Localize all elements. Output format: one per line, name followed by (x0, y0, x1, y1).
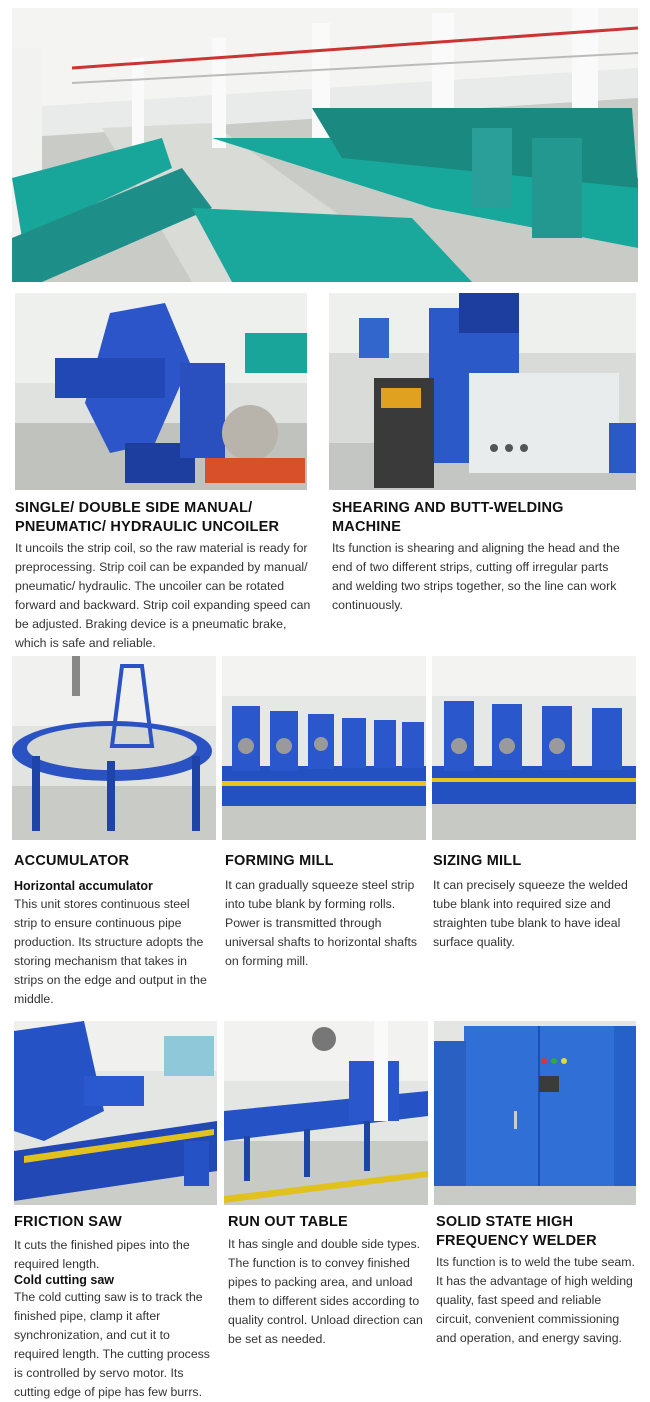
cold-cutting-saw-subtitle: Cold cutting saw (14, 1273, 114, 1287)
friction-saw-title: FRICTION SAW (14, 1214, 122, 1230)
accumulator-description: This unit stores continuous steel strip to ensure continuous pipe production. Its structure adopts the storing mechanism that takes in strips on the edge and output in the middle. (14, 897, 207, 1006)
sizing-mill-title: SIZING MILL (433, 853, 522, 869)
run-out-table-photo (224, 1021, 428, 1205)
hf-welder-description: Its function is to weld the tube seam. It has the advantage of high welding quality, fast speed and reliable circuit, convenient commissioning and operation, and energy saving. (436, 1255, 635, 1345)
run-out-table-title: RUN OUT TABLE (228, 1214, 348, 1230)
accumulator-title: ACCUMULATOR (14, 853, 130, 869)
forming-mill-photo (222, 656, 426, 840)
factory-overview-photo (12, 8, 638, 282)
hf-welder-photo (434, 1021, 636, 1205)
hf-welder-title: SOLID STATE HIGH FREQUENCY WELDER (436, 1214, 597, 1249)
uncoiler-description: It uncoils the strip coil, so the raw material is ready for preprocessing. Strip coil can be expanded by manual/ pneumatic/ hydraulic. The uncoiler can be rotated forward and backward. Strip coil expanding speed can be adjusted. Braking device is a pneumatic brake, which is safe and reliable. (15, 541, 311, 650)
friction-saw-photo (14, 1021, 217, 1205)
cold-cutting-saw-description: The cold cutting saw is to track the finished pipe, clamp it after synchronization, and cut it to required length. The cutting process is controlled by servo motor. Its cutting edge of pipe has few burrs. (14, 1290, 210, 1399)
shearing-title: SHEARING AND BUTT-WELDING MACHINE (332, 500, 564, 535)
shearing-description: Its function is shearing and aligning the head and the end of two different strips, cutting off irregular parts and welding two strips together, so the line can work continuously. (332, 541, 620, 612)
shearing-welding-photo (329, 293, 636, 490)
sizing-mill-description: It can precisely squeeze the welded tube blank into required size and straighten tube blank to have ideal surface quality. (433, 878, 628, 949)
accumulator-photo (12, 656, 216, 840)
sizing-mill-photo (432, 656, 636, 840)
uncoiler-photo (15, 293, 307, 490)
accumulator-subtitle: Horizontal accumulator (14, 879, 153, 893)
uncoiler-title: SINGLE/ DOUBLE SIDE MANUAL/ PNEUMATIC/ HYDRAULIC UNCOILER (15, 500, 280, 535)
run-out-table-description: It has single and double side types. The function is to convey finished pipes to packing area, and unload them to different sides according to quality control. Unload direction can be set as needed. (228, 1237, 423, 1346)
forming-mill-description: It can gradually squeeze steel strip into tube blank by forming rolls. Power is transmitted through universal shafts to horizontal shafts on forming mill. (225, 878, 418, 968)
forming-mill-title: FORMING MILL (225, 853, 334, 869)
friction-saw-description: It cuts the finished pipes into the required length. (14, 1238, 190, 1271)
